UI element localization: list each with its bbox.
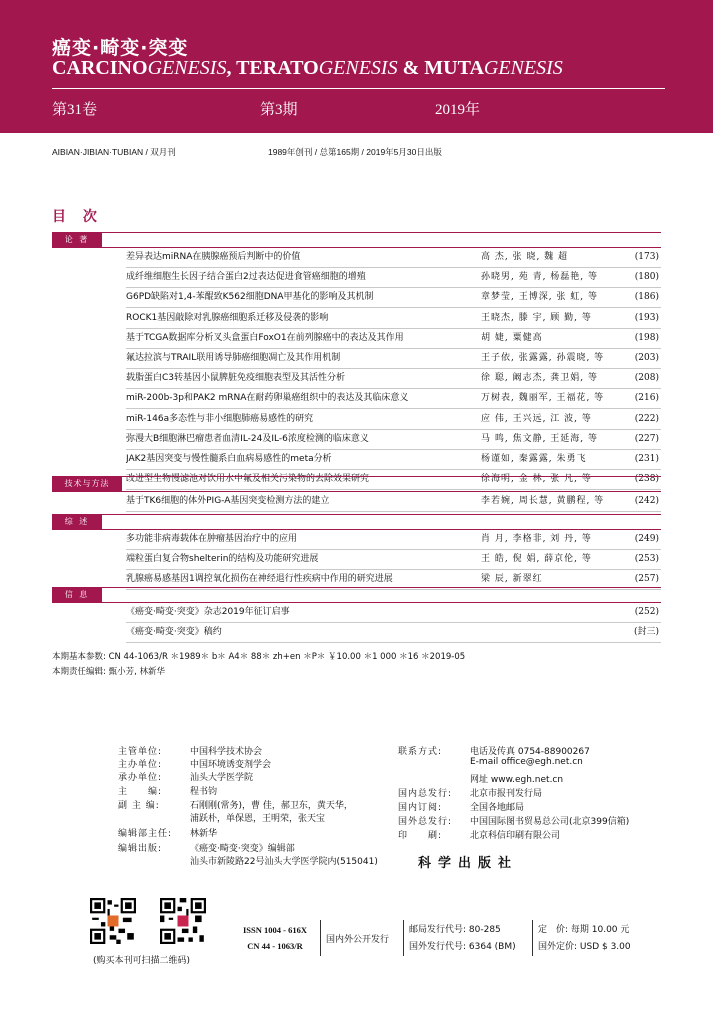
issue-label: 第3期 (260, 102, 298, 118)
section-tag: 综 述 (52, 515, 102, 529)
toc-entry-authors: 马 鸣, 焦文静, 王延海, 等 (481, 433, 599, 444)
toc-entry-title: 基于TK6细胞的体外PIG-A基因突变检测方法的建立 (126, 496, 330, 506)
toc-entry[interactable] (126, 530, 661, 550)
masthead-label: 印 刷: (398, 831, 443, 841)
journal-title-en: CARCINOGENESIS, TERATOGENESIS & MUTAGENESIS (52, 57, 563, 79)
contents-title: 目 次 (52, 209, 103, 225)
toc-entry-title: 改进型生物慢滤池对饮用水中氟及相关污染物的去除效果研究 (126, 474, 370, 485)
masthead-label: 编辑部主任: (118, 829, 173, 839)
section-header-info (52, 587, 661, 603)
masthead-row (118, 841, 398, 867)
masthead-value: 石刚刚(常务)，曹 佳，郝卫东，黄天华， (190, 801, 353, 811)
toc-entry-page: (216) (634, 393, 659, 404)
toc-entry-authors: 章梦莹, 王博深, 张 虹, 等 (481, 292, 599, 303)
masthead-row (118, 784, 398, 797)
toc-entry[interactable] (126, 450, 661, 470)
masthead-value: 网址 www.egh.net.cn (470, 775, 564, 785)
year-label: 2019年 (435, 102, 481, 118)
masthead-value: 《癌变·畸变·突变》编辑部 (190, 844, 295, 854)
masthead-right (398, 744, 688, 854)
masthead-row (118, 770, 398, 783)
toc-entry-title: 乳腺癌易感基因1调控氧化损伤在神经退行性疾病中作用的研究进展 (126, 574, 393, 585)
masthead-row (118, 757, 398, 770)
postal-code-domestic: 邮局发行代号: 80-285 (409, 925, 501, 935)
masthead-label: 主管单位: (118, 747, 163, 757)
qr-code-right[interactable] (160, 898, 206, 944)
toc-entry-authors: 王 皓, 倪 娟, 薛京伦, 等 (481, 554, 592, 565)
publisher-logo-text: 科学出版社 (418, 856, 519, 871)
toc-entry-title: 端粒蛋白复合物shelterin的结构及功能研究进展 (126, 554, 319, 565)
toc-entry-authors: 万树表, 魏丽军, 王福花, 等 (481, 393, 605, 404)
section-tag: 信 息 (52, 588, 102, 602)
masthead-value: 林新华 (190, 829, 218, 839)
masthead-row (118, 798, 398, 824)
section-tag: 技术与方法 (52, 477, 122, 491)
toc-entry[interactable] (126, 623, 661, 643)
toc-entry-title: ROCK1基因敲除对乳腺癌细胞系迁移及侵袭的影响 (126, 312, 329, 323)
toc-entry[interactable] (126, 309, 661, 329)
toc-entry-authors: 梁 辰, 新翠红 (481, 574, 543, 585)
masthead-value: 中国科学技术协会 (190, 747, 263, 757)
toc-entry-page: (242) (634, 496, 659, 506)
toc-entry-title: 差异表达miRNA在胰腺癌预后判断中的价值 (126, 252, 301, 262)
toc-entry[interactable] (126, 550, 661, 570)
masthead-label: 国外总发行: (398, 817, 453, 827)
qr-code-left[interactable] (90, 898, 136, 944)
section-header-reviews (52, 514, 661, 530)
toc-entry-authors: 杨谨如, 秦露露, 朱勇飞 (481, 454, 587, 464)
toc-entry-title: 《癌变·畸变·突变》稿约 (126, 627, 222, 638)
journal-title-cn: 癌变·畸变·突变 (52, 37, 189, 59)
toc-entry-page: (198) (634, 332, 659, 343)
toc-entry-page: (227) (634, 433, 659, 444)
issn-block (232, 922, 318, 954)
masthead-label: 联系方式: (398, 747, 443, 757)
toc-entry-page: (257) (634, 574, 659, 585)
masthead-label: 国内订阅: (398, 803, 443, 813)
toc-entry-title: 氟达拉滨与TRAIL联用诱导肺癌细胞凋亡及其作用机制 (126, 353, 341, 363)
toc-entry-page: (203) (634, 353, 659, 363)
toc-entry-title: 成纤维细胞生长因子结合蛋白2过表达促进食管癌细胞的增殖 (126, 272, 366, 283)
toc-entry-page: (193) (634, 312, 659, 323)
pinyin-frequency: AIBIAN·JIBIAN·TUBIAN / 双月刊 (52, 147, 176, 157)
toc-entry-authors: 王子依, 张露露, 孙震晓, 等 (481, 353, 605, 363)
toc-entry-title: 载脂蛋白C3转基因小鼠脾脏免疫细胞表型及其活性分析 (126, 373, 346, 384)
toc-entry-title: JAK2基因突变与慢性髓系白血病易感性的meta分析 (126, 454, 332, 464)
toc-entry-title: 基于TCGA数据库分析叉头盒蛋白FoxO1在前列腺癌中的表达及其作用 (126, 332, 404, 343)
toc-entry-page: (208) (634, 373, 659, 384)
toc-entry-page: (238) (634, 474, 659, 485)
distribution-label: 国内外公开发行 (326, 935, 390, 945)
toc-entry-page: (249) (634, 534, 659, 544)
masthead-left (118, 744, 398, 884)
price-domestic: 定 价: 每期 10.00 元 (538, 925, 630, 935)
masthead-value: 汕头市新陵路22号汕头大学医学院内(515041) (190, 857, 378, 867)
toc-entry-authors: 应 伟, 王兴远, 江 波, 等 (481, 413, 592, 424)
toc-entry-page: (253) (634, 554, 659, 565)
toc-entry[interactable] (126, 349, 661, 369)
issn-number: ISSN 1004 - 616X (243, 925, 307, 935)
masthead-label: 编辑出版: (118, 844, 163, 854)
toc-entry-title: G6PD缺陷对1,4-苯醌致K562细胞DNA甲基化的影响及其机制 (126, 292, 374, 303)
toc-entry-title: 弥漫大B细胞淋巴瘤患者血清IL-24及IL-6浓度检测的临床意义 (126, 433, 369, 444)
masthead-value: 中国国际图书贸易总公司(北京399信箱) (470, 817, 630, 827)
toc-entry[interactable] (126, 248, 661, 268)
price-foreign: 国外定价: USD $ 3.00 (538, 942, 631, 952)
toc-entry-authors: 肖 月, 李格非, 刘 丹, 等 (481, 534, 592, 544)
qr-caption: (购买本刊可扫描二维码) (93, 956, 191, 966)
toc-entry-authors: 高 杰, 张 晓, 魏 超 (481, 252, 569, 262)
masthead-value: 浦跃朴，单保恩，王明荣，张天宝 (190, 814, 326, 824)
toc-entry-title: 《癌变·畸变·突变》杂志2019年征订启事 (126, 607, 290, 617)
toc-entry-authors: 王晓杰, 滕 宇, 顾 勤, 等 (481, 312, 592, 323)
toc-entry-page: (180) (634, 272, 659, 283)
header-divider (52, 88, 665, 89)
toc-entry-authors: 李若婉, 周长慧, 黄鹏程, 等 (481, 496, 605, 506)
toc-entry-authors: 徐 聪, 阚志杰, 龚卫娟, 等 (481, 373, 599, 384)
postal-code-foreign: 国外发行代号: 6364 (BM) (409, 942, 516, 952)
masthead-row (398, 786, 688, 799)
masthead-row (398, 828, 688, 841)
toc-entry-authors: 孙晓男, 苑 青, 杨磊艳, 等 (481, 272, 599, 283)
section-tag: 论 著 (52, 233, 102, 247)
masthead-value: 程书钧 (190, 787, 218, 797)
masthead-value: 北京市报刊发行局 (470, 789, 543, 799)
toc-entry[interactable] (126, 369, 661, 389)
issue-basic-params: 本期基本参数: CN 44-1063/R ＊1989＊ b＊ A4＊ 88＊ zh+en ＊P＊ ￥10.00 ＊1 000 ＊16 ＊2019-05 (52, 652, 466, 662)
toc-entry[interactable] (126, 329, 661, 349)
masthead-label: 副 主 编: (118, 801, 160, 811)
masthead-row (398, 814, 688, 827)
masthead-value: 全国各地邮局 (470, 803, 525, 813)
toc-entry-authors: 徐海明, 金 林, 张 凡, 等 (481, 474, 592, 485)
masthead-value: 北京科信印刷有限公司 (470, 831, 561, 841)
toc-entry-title: miR-200b-3p和PAK2 mRNA在耐药卵巢癌组织中的表达及其临床意义 (126, 393, 409, 404)
bottom-divider (320, 920, 321, 956)
masthead-row (118, 744, 398, 757)
toc-entry[interactable] (126, 430, 661, 450)
masthead-label: 主 编: (118, 787, 163, 797)
section-header-methods (52, 476, 661, 492)
masthead-row (398, 744, 688, 770)
toc-entry-title: 多功能非病毒载体在肿瘤基因治疗中的应用 (126, 534, 298, 544)
masthead-label: 主办单位: (118, 760, 163, 770)
toc-entry-page: (252) (634, 607, 659, 617)
toc-entry-page: (222) (634, 413, 659, 424)
masthead-row (118, 826, 398, 839)
founding-issue-info: 1989年创刊 / 总第165期 / 2019年5月30日出版 (268, 147, 442, 157)
bottom-divider (403, 920, 404, 956)
toc-entry-page: (173) (634, 252, 659, 262)
masthead-row (398, 772, 688, 785)
masthead-value: E-mail office@egh.net.cn (470, 757, 583, 767)
toc-entry[interactable] (126, 603, 661, 623)
toc-entry-page: (186) (634, 292, 659, 303)
masthead-value: 汕头大学医学院 (190, 773, 254, 783)
bottom-divider (532, 920, 533, 956)
masthead-value: 中国环境诱变剂学会 (190, 760, 272, 770)
volume-label: 第31卷 (52, 102, 98, 118)
toc-entry[interactable] (126, 492, 661, 512)
toc-entry-page: (231) (634, 454, 659, 464)
journal-header (0, 0, 713, 133)
issue-editors: 本期责任编辑: 甄小芳, 林新华 (52, 667, 165, 677)
masthead-label: 国内总发行: (398, 789, 453, 799)
toc-entry[interactable] (126, 288, 661, 308)
toc-entry-authors: 胡 婕, 粟健高 (481, 332, 543, 343)
toc-entry-page: (封三) (633, 627, 659, 638)
section-header-articles (52, 232, 661, 248)
cn-number: CN 44 - 1063/R (247, 941, 303, 951)
toc-entry[interactable] (126, 268, 661, 288)
masthead-value: 电话及传真 0754-88900267 (470, 747, 590, 757)
toc-entry-title: miR-146a多态性与非小细胞肺癌易感性的研究 (126, 413, 314, 424)
masthead-row (398, 800, 688, 813)
toc-entry[interactable] (126, 410, 661, 430)
toc-entry[interactable] (126, 389, 661, 409)
masthead-label: 承办单位: (118, 773, 163, 783)
